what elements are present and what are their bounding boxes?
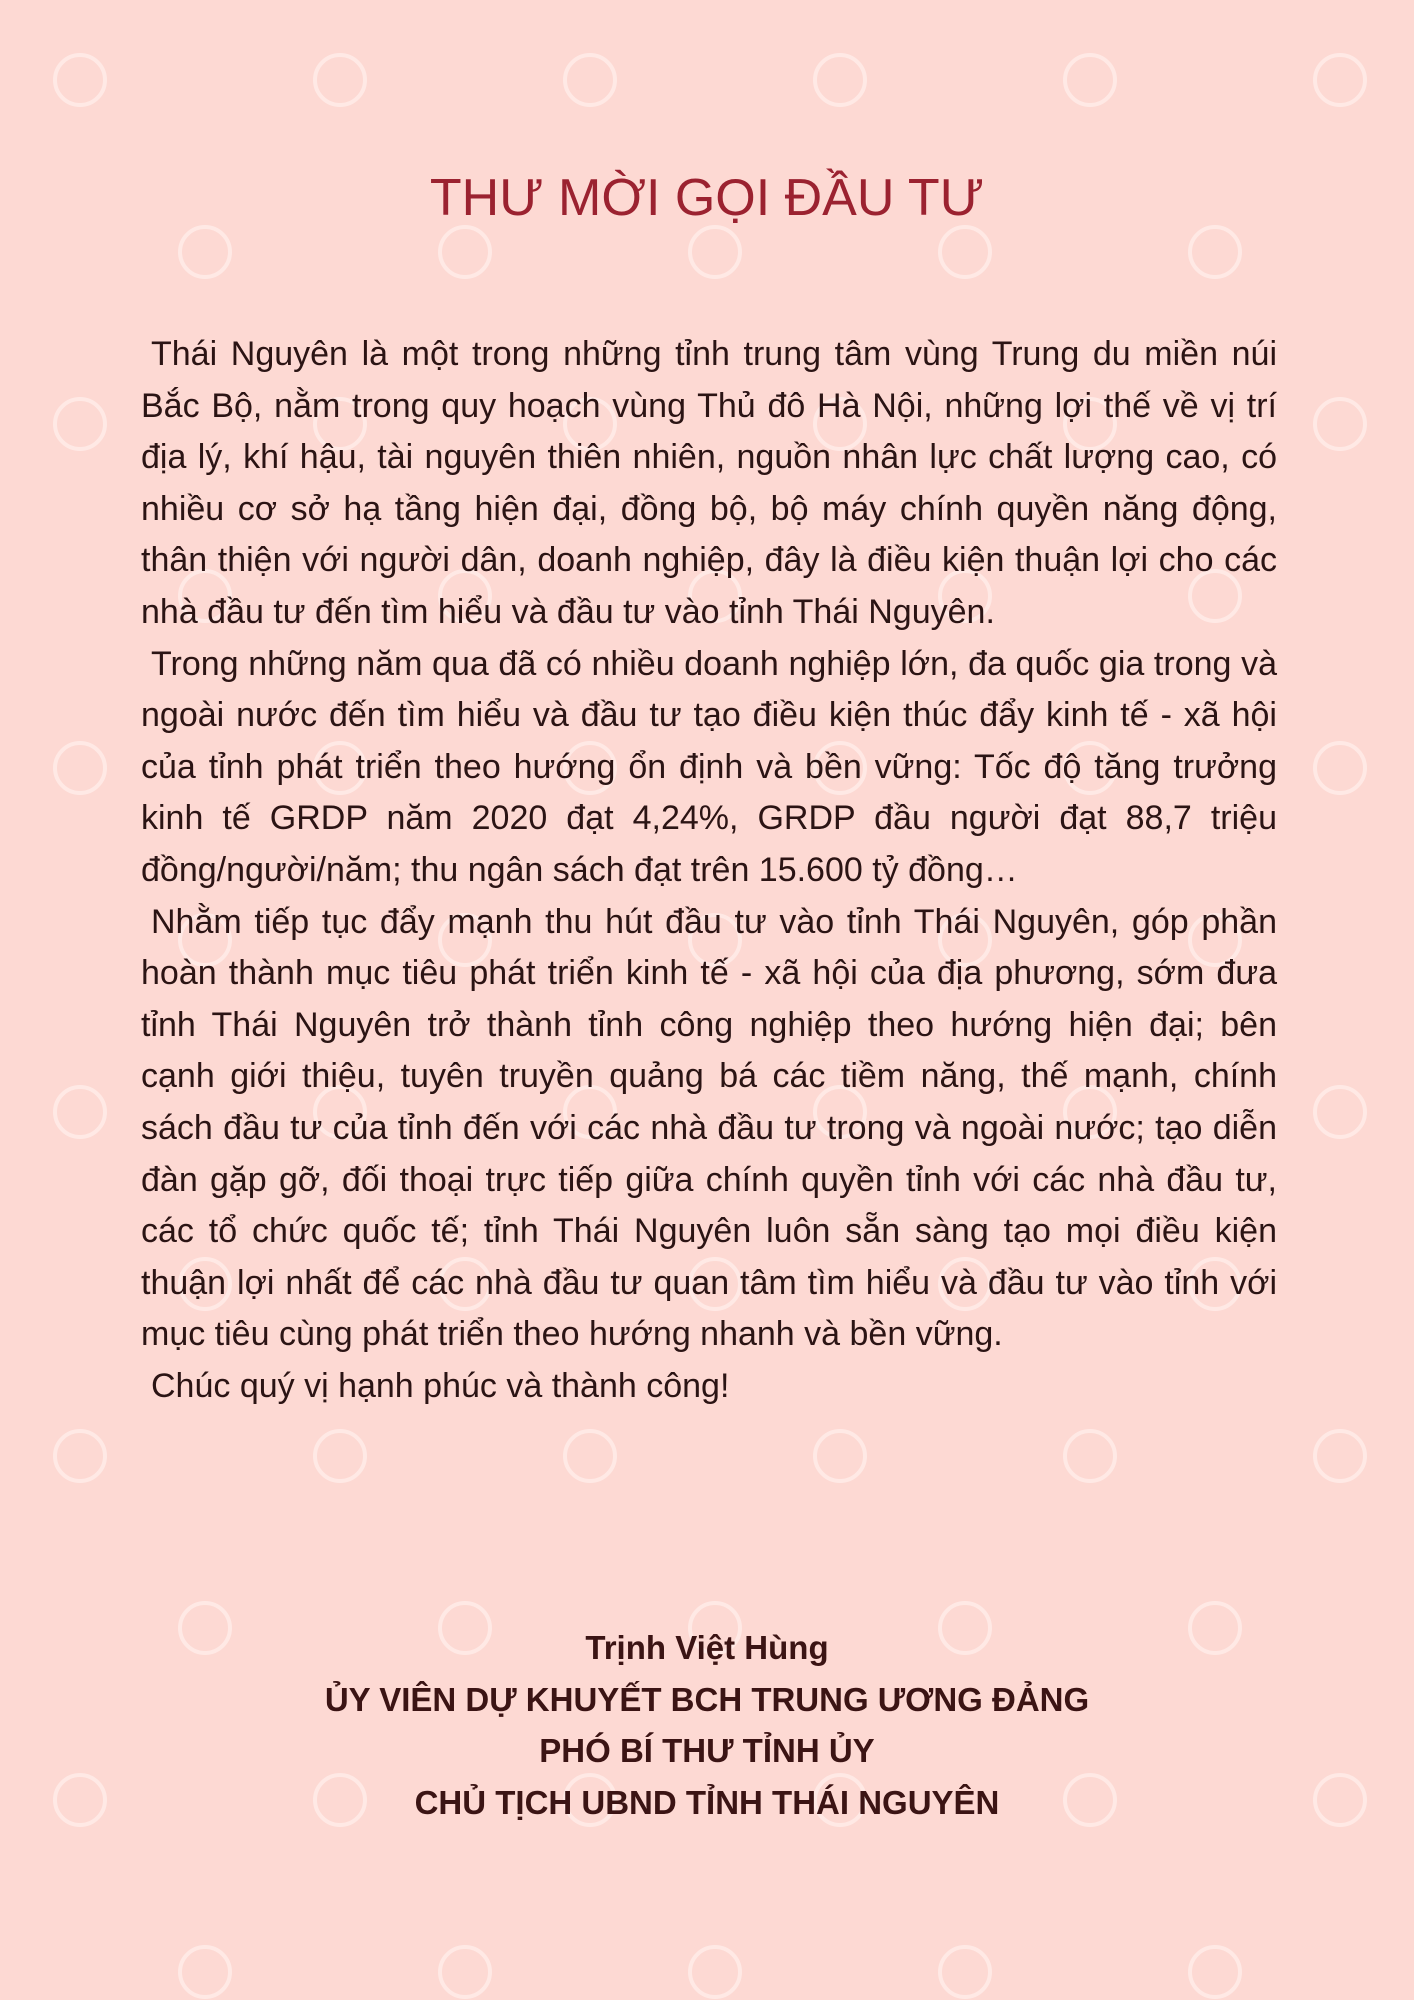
paragraph-intro: Thái Nguyên là một trong những tỉnh trung tâm vùng Trung du miền núi Bắc Bộ, nằm trong quy hoạch vùng Thủ đô Hà Nội, những lợi thế về vị trí địa lý, khí hậu, tài nguyên thiên nhiên, nguồn nhân lực chất lượng cao, có nhiều cơ sở hạ tầng hiện đại, đồng bộ, bộ máy chính quyền năng động, thân thiện với người dân, doanh nghiệp, đây là điều kiện thuận lợi cho các nhà đầu tư đến tìm hiểu và đầu tư vào tỉnh Thái Nguyên.	[141, 335, 1277, 631]
paragraph-achievements: Trong những năm qua đã có nhiều doanh nghiệp lớn, đa quốc gia trong và ngoài nước đến tìm hiểu và đầu tư tạo điều kiện thúc đẩy kinh tế - xã hội của tỉnh phát triển theo hướng ổn định và bền vững: Tốc độ tăng trưởng kinh tế GRDP năm 2020 đạt 4,24%, GRDP đầu người đạt 88,7 triệu đồng/người/năm; thu ngân sách đạt trên 15.600 tỷ đồng…	[141, 644, 1277, 889]
letter-title: THƯ MỜI GỌI ĐẦU TƯ	[429, 169, 985, 227]
paragraph-invitation: Nhằm tiếp tục đẩy mạnh thu hút đầu tư vào tỉnh Thái Nguyên, góp phần hoàn thành mục tiêu phát triển kinh tế - xã hội của địa phương, sớm đưa tỉnh Thái Nguyên trở thành tỉnh công nghiệp theo hướng hiện đại; bên cạnh giới thiệu, tuyên truyền quảng bá các tiềm năng, thế mạnh, chính sách đầu tư của tỉnh đến với các nhà đầu tư trong và ngoài nước; tạo diễn đàn gặp gỡ, đối thoại trực tiếp giữa chính quyền tỉnh với các nhà đầu tư, các tổ chức quốc tế; tỉnh Thái Nguyên luôn sẵn sàng tạo mọi điều kiện thuận lợi nhất để các nhà đầu tư quan tâm tìm hiểu và đầu tư vào tỉnh với mục tiêu cùng phát triển theo hướng nhanh và bền vững.	[141, 902, 1277, 1354]
signatory-position-1: ỦY VIÊN DỰ KHUYẾT BCH TRUNG ƯƠNG ĐẢNG	[324, 1680, 1090, 1718]
signatory-name: Trịnh Việt Hùng	[585, 1629, 829, 1666]
signatory-position-3: CHỦ TỊCH UBND TỈNH THÁI NGUYÊN	[414, 1783, 1000, 1821]
signatory-position-2: PHÓ BÍ THƯ TỈNH ỦY	[539, 1732, 875, 1769]
paragraph-closing: Chúc quý vị hạnh phúc và thành công!	[151, 1366, 730, 1405]
signature-block	[0, 1622, 1414, 1828]
letter-body	[141, 329, 1277, 1412]
